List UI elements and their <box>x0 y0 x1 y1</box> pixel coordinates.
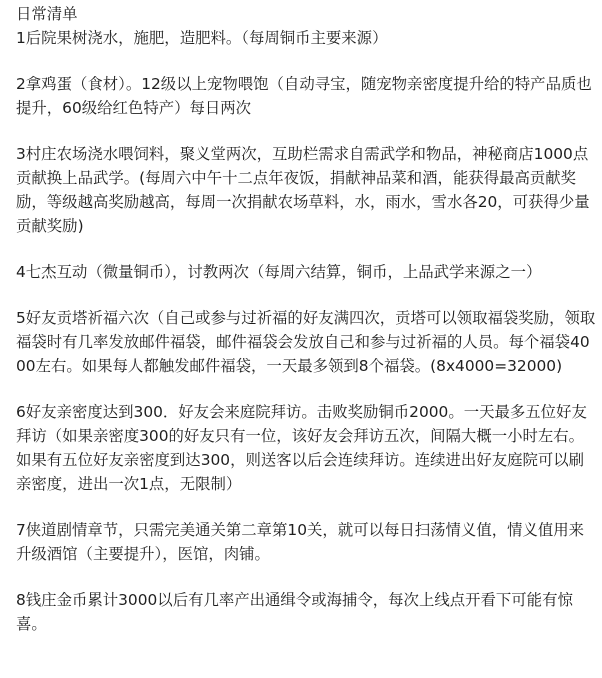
list-item-text: 7侠道剧情章节，只需完美通关第二章第10关，就可以每日扫荡情义值，情义值用来升级酒馆（主要提升），医馆，肉铺。 <box>16 521 585 563</box>
list-item <box>16 400 596 496</box>
list-item <box>16 588 596 636</box>
document-title: 日常清单 <box>16 5 78 23</box>
list-item-text: 5好友贡塔祈福六次（自己或参与过祈福的好友满四次，贡塔可以领取福袋奖励，领取福袋时有几率发放邮件福袋，邮件福袋会发放自己和参与过祈福的人员。每个福袋4000左右。如果每人都触发邮件福袋，一天最多领到8个福袋。(8x4000=32000) <box>16 309 596 375</box>
list-item <box>16 26 596 50</box>
list-item <box>16 260 596 284</box>
list-item <box>16 518 596 566</box>
list-item <box>16 306 596 378</box>
list-item-text: 3村庄农场浇水喂饲料，聚义堂两次，互助栏需求自需武学和物品，神秘商店1000点贡献换上品武学。(每周六中午十二点年夜饭，捐献神品菜和酒，能获得最高贡献奖励，等级越高奖励越高，每周一次捐献农场草料，水，雨水，雪水各20，可获得少量贡献奖励) <box>16 145 590 235</box>
list-item-text: 8钱庄金币累计3000以后有几率产出通缉令或海捕令，每次上线点开看下可能有惊喜。 <box>16 591 573 633</box>
list-item-text: 6好友亲密度达到300．好友会来庭院拜访。击败奖励铜币2000。一天最多五位好友拜访（如果亲密度300的好友只有一位，该好友会拜访五次，间隔大概一小时左右。如果有五位好友亲密度到达300，则送客以后会连续拜访。连续进出好友庭院可以刷亲密度，进出一次1点，无限制） <box>16 403 587 493</box>
list-item <box>16 142 596 238</box>
list-item-text: 4七杰互动（微量铜币），讨教两次（每周六结算，铜币，上品武学来源之一） <box>16 263 542 281</box>
list-item-text: 1后院果树浇水，施肥，造肥料。（每周铜币主要来源） <box>16 29 388 47</box>
list-item <box>16 72 596 120</box>
list-item-text: 2拿鸡蛋（食材）。12级以上宠物喂饱（自动寻宝，随宠物亲密度提升给的特产品质也提升，60级给红色特产）每日两次 <box>16 75 592 117</box>
